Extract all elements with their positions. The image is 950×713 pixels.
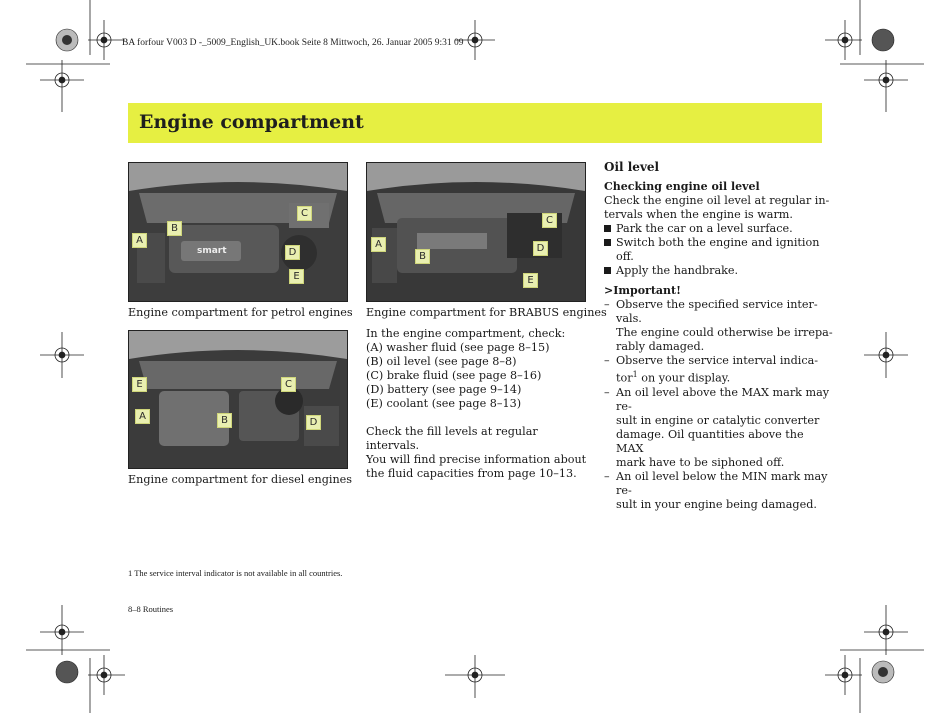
dash-item: – Observe the service interval indica- tor$^1$ on your display. [604, 354, 834, 386]
label-a: A [371, 237, 386, 252]
intro-line: Check the engine oil level at regular in- [604, 194, 830, 207]
brabus-engine-photo [366, 162, 586, 302]
check-intro: In the engine compartment, check: [366, 327, 566, 340]
label-d: D [533, 241, 548, 256]
label-b: B [167, 221, 182, 236]
check-item: (A) washer fluid (see page 8–15) [366, 341, 550, 354]
label-a: A [132, 233, 147, 248]
petrol-engine-photo [128, 162, 348, 302]
brabus-caption: Engine compartment for BRABUS engines [366, 306, 607, 319]
label-e: E [132, 377, 147, 392]
label-a: A [135, 409, 150, 424]
fill-text-line: the fluid capacities from page 10–13. [366, 467, 577, 480]
diesel-engine-photo [128, 330, 348, 469]
footnote-ref: 1 [632, 370, 638, 379]
label-c: C [297, 206, 312, 221]
dash-item: – An oil level above the MAX mark may re- sult in engine or catalytic converter damage. Oil quantities above the MAX mark have to be siphoned off. [604, 386, 834, 470]
label-d: D [306, 415, 321, 430]
label-d: D [285, 245, 300, 260]
brand-logo: smart [197, 246, 227, 256]
check-item: (E) coolant (see page 8–13) [366, 397, 522, 410]
label-e: E [289, 269, 304, 284]
label-b: B [415, 249, 430, 264]
oil-level-heading: Oil level [604, 160, 660, 174]
bullet-item: Park the car on a level surface. [604, 222, 834, 236]
important-heading: >Important! [604, 284, 681, 297]
fill-text-line: You will find precise information about [366, 453, 587, 466]
dash-item: – An oil level below the MIN mark may re- sult in your engine being damaged. [604, 470, 834, 512]
page-footer: 8–8 Routines [128, 604, 174, 614]
label-e: E [523, 273, 538, 288]
label-b: B [217, 413, 232, 428]
checking-oil-subheading: Checking engine oil level [604, 180, 760, 193]
footnote: 1 The service interval indicator is not available in all countries. [128, 568, 343, 578]
middle-text [366, 327, 591, 481]
petrol-caption: Engine compartment for petrol engines [128, 306, 353, 319]
check-item: (C) brake fluid (see page 8–16) [366, 369, 542, 382]
right-text [604, 160, 834, 512]
bullet-item: Switch both the engine and ignition off. [604, 236, 834, 264]
check-item: (B) oil level (see page 8–8) [366, 355, 517, 368]
intro-line: tervals when the engine is warm. [604, 208, 793, 221]
fill-text-line: Check the fill levels at regular intervals. [366, 425, 538, 452]
bullet-item: Apply the handbrake. [604, 264, 834, 278]
dash-item: – Observe the specified service inter- vals. The engine could otherwise be irrepa- rably damaged. [604, 298, 834, 354]
title-band [128, 103, 822, 143]
check-item: (D) battery (see page 9–14) [366, 383, 522, 396]
page-title: Engine compartment [139, 111, 364, 133]
diesel-caption: Engine compartment for diesel engines [128, 473, 353, 486]
file-header: BA forfour V003 D -_5009_English_UK.book Seite 8 Mittwoch, 26. Januar 2005 9:31 09 [122, 38, 464, 48]
label-c: C [281, 377, 296, 392]
label-c: C [542, 213, 557, 228]
